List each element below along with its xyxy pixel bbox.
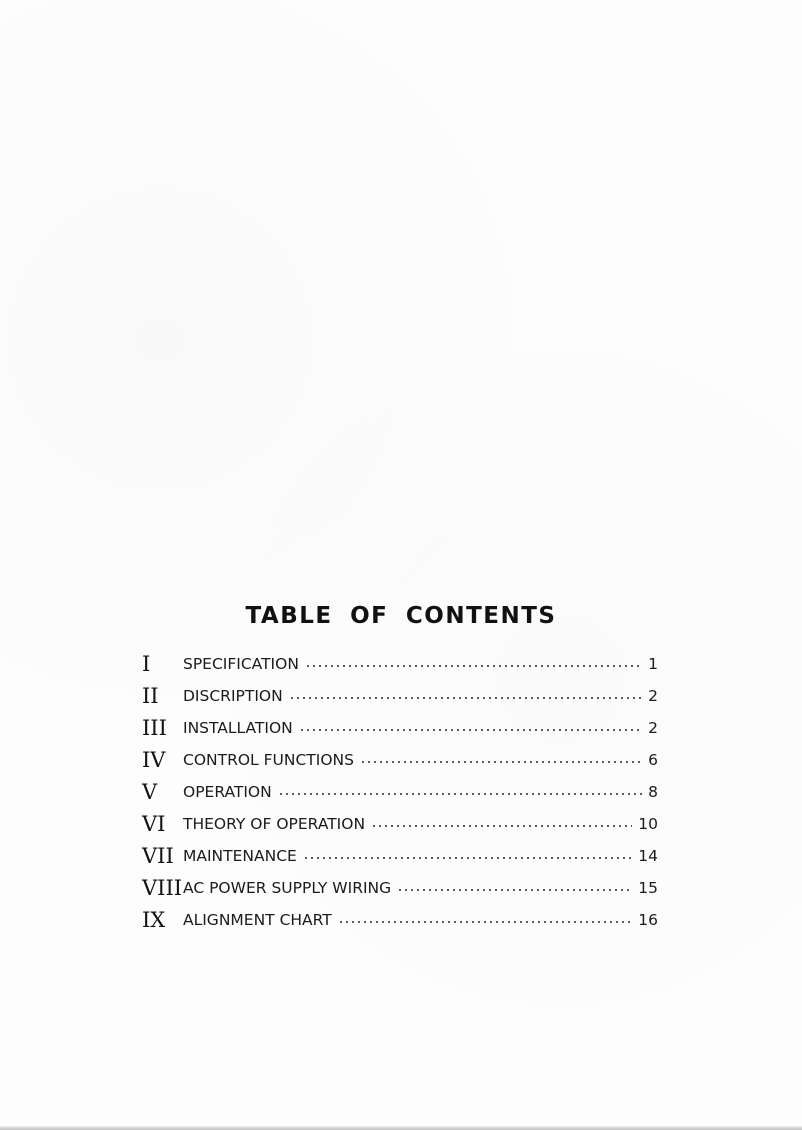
section-numeral: VI bbox=[142, 812, 166, 836]
toc-entry bbox=[183, 904, 658, 936]
section-title: CONTROL FUNCTIONS bbox=[183, 751, 354, 769]
page-number: 14 bbox=[638, 847, 658, 865]
toc-entry bbox=[183, 808, 658, 840]
toc-entry bbox=[183, 680, 658, 712]
page-number: 6 bbox=[648, 751, 658, 769]
toc-entry bbox=[183, 648, 658, 680]
toc-row bbox=[0, 808, 802, 840]
toc-row bbox=[0, 776, 802, 808]
dot-leader bbox=[397, 889, 632, 891]
dot-leader bbox=[303, 857, 632, 859]
section-numeral: IX bbox=[142, 908, 166, 932]
section-numeral: II bbox=[142, 684, 159, 708]
dot-leader bbox=[299, 729, 642, 731]
page-number: 1 bbox=[648, 655, 658, 673]
toc-entry bbox=[183, 712, 658, 744]
page-number: 16 bbox=[638, 911, 658, 929]
section-title: AC POWER SUPPLY WIRING bbox=[183, 879, 392, 897]
dot-leader bbox=[371, 825, 632, 827]
section-title: THEORY OF OPERATION bbox=[183, 815, 366, 833]
section-numeral: IV bbox=[142, 748, 166, 772]
dot-leader bbox=[360, 761, 642, 763]
section-title: OPERATION bbox=[183, 783, 272, 801]
section-numeral: V bbox=[142, 780, 158, 804]
dot-leader bbox=[305, 665, 642, 667]
toc-row bbox=[0, 712, 802, 744]
section-title: ALIGNMENT CHART bbox=[183, 911, 332, 929]
section-title: SPECIFICATION bbox=[183, 655, 299, 673]
table-of-contents bbox=[0, 648, 802, 936]
page-number: 8 bbox=[648, 783, 658, 801]
section-title: DISCRIPTION bbox=[183, 687, 283, 705]
toc-entry bbox=[183, 840, 658, 872]
section-title: INSTALLATION bbox=[183, 719, 293, 737]
toc-entry bbox=[183, 872, 658, 904]
section-title: MAINTENANCE bbox=[183, 847, 297, 865]
page-number: 2 bbox=[648, 719, 658, 737]
dot-leader bbox=[278, 793, 642, 795]
section-numeral: VIII bbox=[142, 876, 183, 900]
section-numeral: III bbox=[142, 716, 167, 740]
toc-row bbox=[0, 840, 802, 872]
page-bottom-edge bbox=[0, 1126, 802, 1130]
section-numeral: VII bbox=[142, 844, 174, 868]
page-title: TABLE OF CONTENTS bbox=[245, 603, 557, 629]
toc-row bbox=[0, 680, 802, 712]
toc-row bbox=[0, 648, 802, 680]
toc-row bbox=[0, 744, 802, 776]
toc-entry bbox=[183, 744, 658, 776]
page-number: 10 bbox=[638, 815, 658, 833]
dot-leader bbox=[289, 697, 642, 699]
toc-entry bbox=[183, 776, 658, 808]
dot-leader bbox=[338, 921, 633, 923]
toc-row bbox=[0, 872, 802, 904]
toc-row bbox=[0, 904, 802, 936]
page-number: 2 bbox=[648, 687, 658, 705]
section-numeral: I bbox=[142, 652, 151, 676]
page-number: 15 bbox=[638, 879, 658, 897]
